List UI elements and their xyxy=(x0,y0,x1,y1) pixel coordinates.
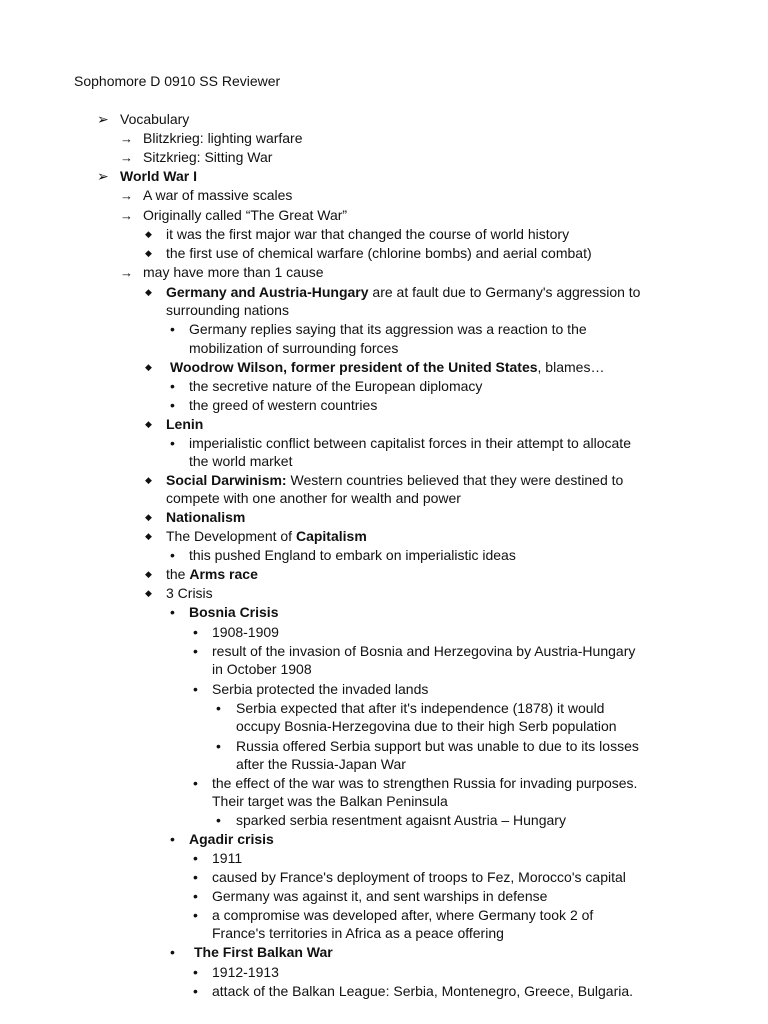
ww1-subpoint: the first use of chemical warfare (chlorine bombs) and aerial combat) xyxy=(166,245,592,261)
chevron-bullet-icon: ➢ xyxy=(97,111,109,127)
bosnia-serbia: Serbia protected the invaded lands xyxy=(212,681,429,697)
agadir-compromise: a compromise was developed after, where Germany took 2 of xyxy=(212,907,594,923)
vocabulary-heading: Vocabulary xyxy=(120,111,190,127)
dot-bullet-icon: • xyxy=(193,624,198,640)
dot-bullet-icon: • xyxy=(216,812,221,828)
ww1-point: A war of massive scales xyxy=(143,187,293,203)
diamond-bullet-icon: ◆ xyxy=(145,229,152,239)
dot-bullet-icon: • xyxy=(170,378,175,394)
cause-wilson-sub: the greed of western countries xyxy=(189,397,378,413)
dot-bullet-icon: • xyxy=(193,643,198,659)
cause-wilson xyxy=(170,358,604,377)
dot-bullet-icon: • xyxy=(170,435,175,451)
dot-bullet-icon: • xyxy=(170,397,175,413)
agadir-compromise-cont: France's territories in Africa as a peace offering xyxy=(212,925,504,941)
balkan-heading: The First Balkan War xyxy=(194,944,333,960)
diamond-bullet-icon: ◆ xyxy=(145,362,152,372)
arrow-bullet-icon: → xyxy=(120,188,133,203)
dot-bullet-icon: • xyxy=(216,700,221,716)
ww1-point: may have more than 1 cause xyxy=(143,264,324,280)
crises-label: 3 Crisis xyxy=(166,585,213,601)
vocab-item: Sitzkrieg: Sitting War xyxy=(143,149,273,165)
diamond-bullet-icon: ◆ xyxy=(145,569,152,579)
bosnia-effect-sub: sparked serbia resentment agaisnt Austria – Hungary xyxy=(236,812,566,828)
dot-bullet-icon: • xyxy=(170,944,175,960)
diamond-bullet-icon: ◆ xyxy=(145,588,152,598)
diamond-bullet-icon: ◆ xyxy=(145,531,152,541)
dot-bullet-icon: • xyxy=(193,907,198,923)
bosnia-effect-cont: Their target was the Balkan Peninsula xyxy=(212,793,448,809)
cause-germany-sub-cont: mobilization of surrounding forces xyxy=(189,340,399,356)
dot-bullet-icon: • xyxy=(170,604,175,620)
cause-social-darwinism-bold: Social Darwinism: xyxy=(166,472,287,488)
dot-bullet-icon: • xyxy=(193,869,198,885)
bosnia-effect: the effect of the war was to strengthen Russia for invading purposes. xyxy=(212,775,638,791)
bosnia-heading: Bosnia Crisis xyxy=(189,604,279,620)
cause-germany xyxy=(166,283,640,302)
diamond-bullet-icon: ◆ xyxy=(145,419,152,429)
document-title: Sophomore D 0910 SS Reviewer xyxy=(74,73,281,89)
arrow-bullet-icon: → xyxy=(120,208,133,223)
dot-bullet-icon: • xyxy=(193,964,198,980)
bosnia-years: 1908-1909 xyxy=(212,624,279,640)
cause-wilson-text: , blames… xyxy=(537,359,605,375)
diamond-bullet-icon: ◆ xyxy=(145,287,152,297)
diamond-bullet-icon: ◆ xyxy=(145,475,152,485)
arrow-bullet-icon: → xyxy=(120,131,133,146)
dot-bullet-icon: • xyxy=(193,681,198,697)
dot-bullet-icon: • xyxy=(193,850,198,866)
dot-bullet-icon: • xyxy=(170,831,175,847)
agadir-cause: caused by France's deployment of troops to Fez, Morocco's capital xyxy=(212,869,626,885)
balkan-attack: attack of the Balkan League: Serbia, Montenegro, Greece, Bulgaria. xyxy=(212,983,634,999)
cause-lenin-sub-cont: the world market xyxy=(189,453,293,469)
cause-capitalism-bold: Capitalism xyxy=(295,528,367,544)
cause-wilson-bold: Woodrow Wilson, former president of the United States xyxy=(170,359,538,375)
cause-social-darwinism-text: Western countries believed that they were destined to xyxy=(286,472,624,488)
bosnia-result-cont: in October 1908 xyxy=(212,661,312,677)
dot-bullet-icon: • xyxy=(216,738,221,754)
vocab-item: Blitzkrieg: lighting warfare xyxy=(143,130,303,146)
cause-germany-text: are at fault due to Germany's aggression to xyxy=(368,284,641,300)
cause-lenin: Lenin xyxy=(166,416,204,432)
agadir-germany: Germany was against it, and sent warships in defense xyxy=(212,888,548,904)
ww1-point: Originally called “The Great War” xyxy=(143,207,348,223)
dot-bullet-icon: • xyxy=(170,547,175,563)
balkan-years: 1912-1913 xyxy=(212,964,279,980)
ww1-subpoint: it was the first major war that changed the course of world history xyxy=(166,226,570,242)
dot-bullet-icon: • xyxy=(193,888,198,904)
cause-arms-race-text: the xyxy=(166,566,190,582)
cause-germany-sub: Germany replies saying that its aggression was a reaction to the xyxy=(189,321,587,337)
dot-bullet-icon: • xyxy=(193,775,198,791)
cause-wilson-sub: the secretive nature of the European diplomacy xyxy=(189,378,483,394)
arrow-bullet-icon: → xyxy=(120,265,133,280)
bosnia-serbia-sub: Serbia expected that after it's independence (1878) it would xyxy=(236,700,605,716)
arrow-bullet-icon: → xyxy=(120,150,133,165)
cause-social-darwinism-cont: compete with one another for wealth and power xyxy=(166,490,461,506)
cause-lenin-sub: imperialistic conflict between capitalist forces in their attempt to allocate xyxy=(189,435,631,451)
cause-germany-cont: surrounding nations xyxy=(166,302,289,318)
diamond-bullet-icon: ◆ xyxy=(145,248,152,258)
ww1-heading: World War I xyxy=(120,168,197,184)
bosnia-result: result of the invasion of Bosnia and Herzegovina by Austria-Hungary xyxy=(212,643,636,659)
chevron-bullet-icon: ➢ xyxy=(97,168,109,184)
cause-nationalism: Nationalism xyxy=(166,509,246,525)
dot-bullet-icon: • xyxy=(170,321,175,337)
diamond-bullet-icon: ◆ xyxy=(145,512,152,522)
agadir-heading: Agadir crisis xyxy=(189,831,274,847)
bosnia-serbia-sub-cont: after the Russia-Japan War xyxy=(236,756,406,772)
cause-germany-bold: Germany and Austria-Hungary xyxy=(166,284,369,300)
agadir-year: 1911 xyxy=(212,850,243,866)
cause-capitalism-sub: this pushed England to embark on imperialistic ideas xyxy=(189,547,516,563)
bosnia-serbia-sub-cont: occupy Bosnia-Herzegovina due to their high Serb population xyxy=(236,718,617,734)
cause-social-darwinism xyxy=(166,471,623,490)
cause-capitalism-text: The Development of xyxy=(166,528,296,544)
dot-bullet-icon: • xyxy=(193,983,198,999)
cause-capitalism xyxy=(166,527,367,546)
cause-arms-race xyxy=(166,565,258,584)
cause-arms-race-bold: Arms race xyxy=(189,566,258,582)
bosnia-serbia-sub: Russia offered Serbia support but was unable to due to its losses xyxy=(236,738,639,754)
